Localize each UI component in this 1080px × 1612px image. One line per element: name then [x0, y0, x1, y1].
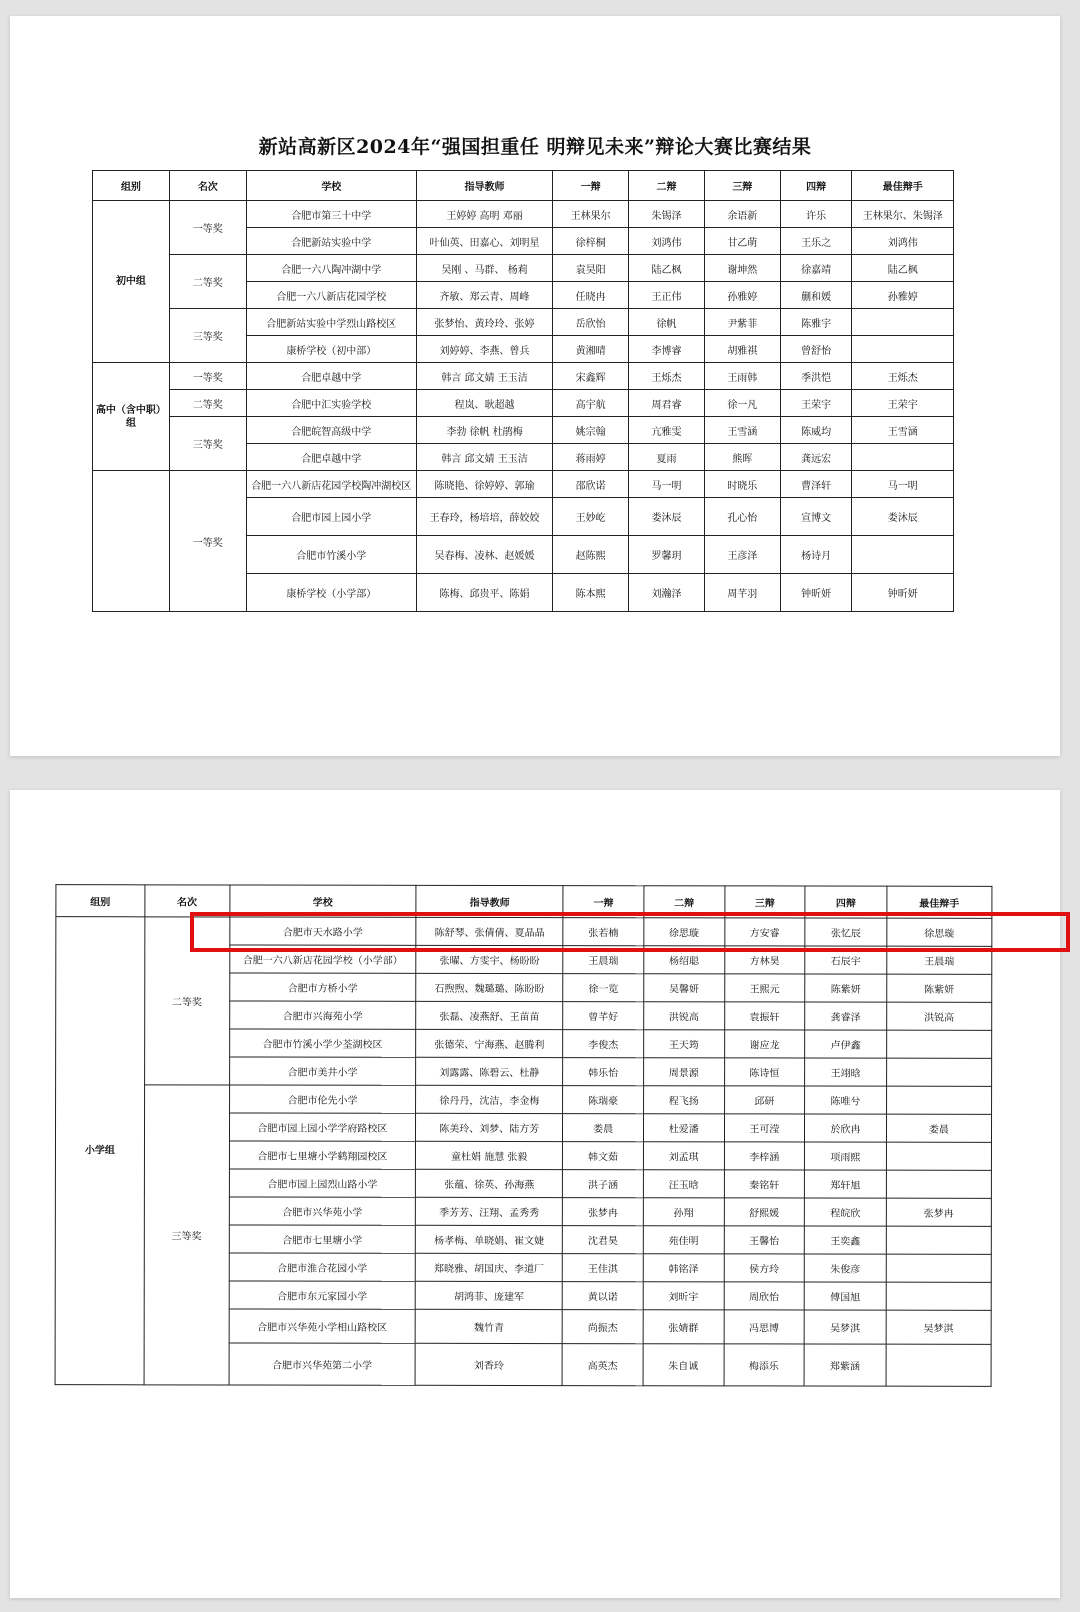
best-debater-cell	[852, 444, 954, 471]
best-debater-cell: 马一明	[852, 471, 954, 498]
rank-cell: 一等奖	[169, 471, 246, 612]
rank-cell: 二等奖	[144, 917, 229, 1085]
school-cell: 合肥市方桥小学	[229, 973, 416, 1001]
teacher-cell: 郑晓雅、胡国庆、李道厂	[416, 1253, 563, 1281]
best-debater-cell: 娄沐辰	[852, 498, 954, 536]
debater-2-cell: 朱自诚	[643, 1344, 724, 1386]
debater-3-cell: 谢应龙	[724, 1030, 805, 1058]
debater-4-cell: 陈紫妍	[805, 974, 887, 1002]
school-cell: 合肥市七里塘小学	[229, 1225, 416, 1253]
school-cell: 合肥市第三十中学	[246, 201, 416, 228]
debater-2-cell: 刘孟琪	[643, 1142, 724, 1170]
best-debater-cell	[886, 1344, 991, 1386]
best-debater-cell	[852, 536, 954, 574]
best-debater-cell	[886, 1058, 991, 1086]
debater-3-cell: 冯思博	[724, 1310, 805, 1344]
teacher-cell: 张德荣、宁海燕、赵腾利	[416, 1029, 563, 1057]
best-debater-cell: 张梦冉	[886, 1198, 991, 1226]
debater-3-cell: 邱研	[724, 1086, 805, 1114]
school-cell: 合肥一六八新店花园学校（小学部）	[229, 945, 416, 973]
debater-3-cell: 余语新	[704, 201, 780, 228]
debater-3-cell: 胡雅祺	[704, 336, 780, 363]
debater-4-cell: 王翊晗	[805, 1058, 887, 1086]
debater-1-cell: 张梦冉	[563, 1198, 644, 1226]
column-header: 三辩	[704, 171, 780, 201]
debater-1-cell: 王妙屹	[553, 498, 629, 536]
school-cell: 合肥皖智高级中学	[246, 417, 416, 444]
debater-4-cell: 宣博文	[780, 498, 852, 536]
teacher-cell: 刘婷婷、李燕、曾兵	[416, 336, 552, 363]
debater-3-cell: 王彦泽	[704, 536, 780, 574]
debater-1-cell: 王晨瑞	[563, 946, 644, 974]
debater-4-cell: 张忆辰	[805, 918, 887, 946]
teacher-cell: 李勃 徐帆 杜鹃梅	[416, 417, 552, 444]
debater-1-cell: 宋鑫辉	[553, 363, 629, 390]
table-row	[93, 417, 954, 444]
school-cell: 合肥卓越中学	[246, 444, 416, 471]
column-header: 二辩	[644, 886, 725, 918]
teacher-cell: 胡鸿菲、庞建军	[415, 1281, 562, 1309]
column-header: 二辩	[629, 171, 705, 201]
best-debater-cell	[852, 336, 954, 363]
teacher-cell: 齐敏、郑云青、周峰	[416, 282, 552, 309]
best-debater-cell	[886, 1142, 991, 1170]
debater-3-cell: 袁振轩	[724, 1002, 805, 1030]
teacher-cell: 季芳芳、汪翔、孟秀秀	[416, 1197, 563, 1225]
document-title: 新站高新区2024年“强国担重任 明辩见未来”辩论大赛比赛结果	[258, 136, 812, 158]
debater-2-cell: 苑佳明	[643, 1226, 724, 1254]
debater-4-cell: 曾舒怡	[780, 336, 852, 363]
teacher-cell: 张磊、凌燕舒、王苗苗	[416, 1001, 563, 1029]
group-cell: 高中（含中职）组	[93, 363, 170, 471]
debater-2-cell: 罗馨玥	[629, 536, 705, 574]
teacher-cell: 吴刚 、马群、 杨莉	[416, 255, 552, 282]
school-cell: 合肥市淮合花园小学	[229, 1253, 416, 1281]
table-row	[93, 363, 954, 390]
best-debater-cell: 王晨瑞	[887, 946, 992, 974]
best-debater-cell	[852, 309, 954, 336]
teacher-cell: 石煦煦、魏璐璐、陈盼盼	[416, 973, 563, 1001]
rank-cell: 二等奖	[169, 255, 246, 309]
debater-3-cell: 孔心怡	[704, 498, 780, 536]
debater-4-cell: 蒯和媛	[780, 282, 852, 309]
school-cell: 合肥市园上园烈山路小学	[229, 1169, 416, 1197]
teacher-cell: 刘香玲	[415, 1343, 562, 1385]
school-cell: 合肥市竹溪小学	[246, 536, 416, 574]
column-header: 指导教师	[416, 885, 563, 917]
debater-1-cell: 高英杰	[562, 1344, 643, 1386]
debater-2-cell: 杨绍聪	[644, 946, 725, 974]
debater-4-cell: 卢伊鑫	[805, 1030, 887, 1058]
debater-1-cell: 洪子涵	[563, 1170, 644, 1198]
debater-4-cell: 陈雅宇	[780, 309, 852, 336]
debater-4-cell: 季洪恺	[780, 363, 852, 390]
school-cell: 合肥市竹溪小学少荃湖校区	[229, 1029, 416, 1057]
column-header: 学校	[246, 171, 416, 201]
school-cell: 合肥市兴华苑第二小学	[229, 1343, 416, 1385]
debater-1-cell: 尚振杰	[562, 1310, 643, 1344]
column-header: 名次	[169, 171, 246, 201]
debater-4-cell: 龚远宏	[780, 444, 852, 471]
teacher-cell: 韩言 邱文婧 王玉洁	[416, 363, 552, 390]
debater-3-cell: 王熙元	[724, 974, 805, 1002]
debater-4-cell: 杨诗月	[780, 536, 852, 574]
best-debater-cell	[886, 1170, 991, 1198]
debater-4-cell: 朱俊彦	[804, 1254, 886, 1282]
school-cell: 合肥市东元家园小学	[229, 1281, 416, 1309]
debater-2-cell: 娄沐辰	[629, 498, 705, 536]
debater-2-cell: 朱锡泽	[629, 201, 705, 228]
column-header: 一辩	[553, 171, 629, 201]
debater-2-cell: 吴馨妍	[644, 974, 725, 1002]
best-debater-cell: 王林果尔、朱锡泽	[852, 201, 954, 228]
debater-3-cell: 时晓乐	[704, 471, 780, 498]
debater-3-cell: 周欣怡	[724, 1282, 805, 1310]
rank-cell: 三等奖	[169, 309, 246, 363]
best-debater-cell: 陆乙枫	[852, 255, 954, 282]
debater-4-cell: 龚睿泽	[805, 1002, 887, 1030]
column-header: 指导教师	[416, 171, 552, 201]
debater-2-cell: 刘鸿伟	[629, 228, 705, 255]
debater-1-cell: 韩乐怡	[563, 1058, 644, 1086]
teacher-cell: 童杜娟 施慧 张毅	[416, 1141, 563, 1169]
teacher-cell: 陈舒琴、张倩倩、夏晶晶	[416, 917, 563, 945]
debater-4-cell: 王乐之	[780, 228, 852, 255]
teacher-cell: 徐丹丹，沈洁，李金梅	[416, 1085, 563, 1113]
teacher-cell: 张蕴、徐英、孙海燕	[416, 1169, 563, 1197]
debater-2-cell: 王天筠	[644, 1030, 725, 1058]
results-table-1	[92, 170, 954, 612]
debater-3-cell: 孙雅婷	[704, 282, 780, 309]
debater-3-cell: 陈诗恒	[724, 1058, 805, 1086]
teacher-cell: 吴春梅、凌林、赵媛媛	[416, 536, 552, 574]
debater-1-cell: 曾芊好	[563, 1002, 644, 1030]
column-header: 组别	[56, 885, 145, 917]
debater-1-cell: 任晓冉	[553, 282, 629, 309]
debater-4-cell: 曹泽轩	[780, 471, 852, 498]
school-cell: 合肥一六八陶冲湖中学	[246, 255, 416, 282]
column-header: 四辩	[780, 171, 852, 201]
debater-1-cell: 陈本熙	[553, 574, 629, 612]
school-cell: 合肥市美井小学	[229, 1057, 416, 1085]
school-cell: 合肥市兴华苑小学	[229, 1197, 416, 1225]
debater-2-cell: 马一明	[629, 471, 705, 498]
document-page-1	[10, 16, 1060, 756]
teacher-cell: 杨孝梅、单晓娟、崔文婕	[416, 1225, 563, 1253]
school-cell: 合肥一六八新店花园学校陶冲湖校区	[246, 471, 416, 498]
debater-3-cell: 徐一凡	[704, 390, 780, 417]
table-row	[56, 1085, 992, 1115]
school-cell: 合肥新站实验中学烈山路校区	[246, 309, 416, 336]
table-row	[93, 390, 954, 417]
debater-1-cell: 赵陈熙	[553, 536, 629, 574]
table-row	[93, 255, 954, 282]
school-cell: 合肥市兴华苑小学相山路校区	[229, 1309, 416, 1343]
debater-2-cell: 汪玉晗	[643, 1170, 724, 1198]
debater-4-cell: 石辰宇	[805, 946, 887, 974]
school-cell: 合肥一六八新店花园学校	[246, 282, 416, 309]
best-debater-cell: 钟昕妍	[852, 574, 954, 612]
debater-3-cell: 方安睿	[724, 918, 805, 946]
debater-4-cell: 程皖欣	[804, 1198, 886, 1226]
best-debater-cell	[886, 1282, 991, 1310]
debater-1-cell: 岳欣怡	[553, 309, 629, 336]
school-cell: 合肥市七里塘小学鹤翔园校区	[229, 1141, 416, 1169]
debater-4-cell: 郑轩旭	[805, 1170, 887, 1198]
column-header: 最佳辩手	[852, 171, 954, 201]
debater-2-cell: 程飞扬	[643, 1086, 724, 1114]
best-debater-cell: 孙雅婷	[852, 282, 954, 309]
debater-2-cell: 刘昕宇	[643, 1282, 724, 1310]
rank-cell: 一等奖	[169, 363, 246, 390]
school-cell: 合肥市伦先小学	[229, 1085, 416, 1113]
debater-2-cell: 张婧群	[643, 1310, 724, 1344]
best-debater-cell	[886, 1254, 991, 1282]
best-debater-cell: 王荣宇	[852, 390, 954, 417]
debater-1-cell: 邵欣诺	[553, 471, 629, 498]
rank-cell: 一等奖	[169, 201, 246, 255]
debater-2-cell: 徐帆	[629, 309, 705, 336]
column-header: 一辩	[563, 886, 644, 918]
debater-3-cell: 甘乙萌	[704, 228, 780, 255]
best-debater-cell	[886, 1086, 991, 1114]
teacher-cell: 叶仙英、田嘉心、刘明星	[416, 228, 552, 255]
column-header: 学校	[229, 885, 416, 917]
debater-4-cell: 傅国旭	[804, 1282, 886, 1310]
debater-2-cell: 韩铭泽	[643, 1254, 724, 1282]
best-debater-cell: 洪锐高	[886, 1002, 991, 1030]
debater-2-cell: 周君睿	[629, 390, 705, 417]
debater-3-cell: 王馨怡	[724, 1226, 805, 1254]
debater-4-cell: 许乐	[780, 201, 852, 228]
debater-3-cell: 方林昊	[724, 946, 805, 974]
debater-4-cell: 王荣宇	[780, 390, 852, 417]
school-cell: 康桥学校（初中部）	[246, 336, 416, 363]
teacher-cell: 韩言 邱文婧 王玉洁	[416, 444, 552, 471]
debater-3-cell: 王雪涵	[704, 417, 780, 444]
debater-1-cell: 蒋雨婷	[553, 444, 629, 471]
school-cell: 合肥新站实验中学	[246, 228, 416, 255]
best-debater-cell: 陈紫妍	[887, 974, 992, 1002]
group-cell	[93, 471, 170, 612]
debater-1-cell: 韩文茹	[563, 1142, 644, 1170]
debater-4-cell: 钟昕妍	[780, 574, 852, 612]
school-cell: 康桥学校（小学部）	[246, 574, 416, 612]
debater-1-cell: 陈瑞豪	[563, 1086, 644, 1114]
debater-1-cell: 袁昊阳	[553, 255, 629, 282]
best-debater-cell: 刘鸿伟	[852, 228, 954, 255]
teacher-cell: 张曜、方雯宇、杨盼盼	[416, 945, 563, 973]
debater-2-cell: 王正伟	[629, 282, 705, 309]
best-debater-cell: 王雪涵	[852, 417, 954, 444]
debater-4-cell: 吴梦淇	[804, 1310, 886, 1344]
column-header: 名次	[145, 885, 230, 917]
table-header-row	[93, 171, 954, 201]
debater-1-cell: 王佳淇	[563, 1254, 644, 1282]
debater-2-cell: 徐思璇	[644, 918, 725, 946]
debater-1-cell: 李俊杰	[563, 1030, 644, 1058]
debater-3-cell: 秦铭轩	[724, 1170, 805, 1198]
rank-cell: 二等奖	[169, 390, 246, 417]
debater-2-cell: 杜爱潘	[643, 1114, 724, 1142]
table-row	[93, 471, 954, 498]
teacher-cell: 刘露露、陈碧云、杜静	[416, 1057, 563, 1085]
red-highlight-box	[190, 912, 1070, 952]
debater-2-cell: 刘瀚泽	[629, 574, 705, 612]
teacher-cell: 陈美玲、刘梦、陆方芳	[416, 1113, 563, 1141]
debater-3-cell: 王可滢	[724, 1114, 805, 1142]
teacher-cell: 张梦怡、黄玲玲、张婷	[416, 309, 552, 336]
debater-3-cell: 侯方玲	[724, 1254, 805, 1282]
debater-4-cell: 徐嘉靖	[780, 255, 852, 282]
debater-1-cell: 王林果尔	[553, 201, 629, 228]
debater-2-cell: 夏雨	[629, 444, 705, 471]
debater-2-cell: 周景源	[643, 1058, 724, 1086]
debater-3-cell: 周芊羽	[704, 574, 780, 612]
teacher-cell: 陈晓艳、徐婷婷、郭瑜	[416, 471, 552, 498]
school-cell: 合肥卓越中学	[246, 363, 416, 390]
debater-1-cell: 张若楠	[563, 918, 644, 946]
teacher-cell: 程岚、耿超越	[416, 390, 552, 417]
table-row	[93, 309, 954, 336]
column-header: 最佳辩手	[887, 886, 992, 918]
debater-1-cell: 黄以诺	[562, 1282, 643, 1310]
school-cell: 合肥市天水路小学	[229, 917, 416, 945]
debater-1-cell: 高宇航	[553, 390, 629, 417]
debater-2-cell: 王烁杰	[629, 363, 705, 390]
debater-2-cell: 陆乙枫	[629, 255, 705, 282]
results-table-2	[55, 884, 993, 1387]
debater-2-cell: 孙翔	[643, 1198, 724, 1226]
best-debater-cell: 娄晨	[886, 1114, 991, 1142]
debater-2-cell: 李博睿	[629, 336, 705, 363]
debater-3-cell: 王雨韩	[704, 363, 780, 390]
column-header: 四辩	[805, 886, 887, 918]
debater-4-cell: 陈唯兮	[805, 1086, 887, 1114]
rank-cell: 三等奖	[169, 417, 246, 471]
debater-3-cell: 梅添乐	[724, 1344, 805, 1386]
debater-3-cell: 熊晖	[704, 444, 780, 471]
debater-2-cell: 亢雅雯	[629, 417, 705, 444]
school-cell: 合肥市兴海苑小学	[229, 1001, 416, 1029]
debater-1-cell: 沈君昊	[563, 1226, 644, 1254]
debater-3-cell: 舒熙媛	[724, 1198, 805, 1226]
group-cell: 小学组	[55, 917, 145, 1385]
debater-3-cell: 李梓涵	[724, 1142, 805, 1170]
debater-3-cell: 尹紫菲	[704, 309, 780, 336]
school-cell: 合肥中汇实验学校	[246, 390, 416, 417]
debater-4-cell: 郑紫涵	[804, 1344, 886, 1386]
column-header: 组别	[93, 171, 170, 201]
debater-1-cell: 姚宗翰	[553, 417, 629, 444]
debater-3-cell: 谢坤然	[704, 255, 780, 282]
best-debater-cell	[886, 1226, 991, 1254]
debater-1-cell: 黄湘晴	[553, 336, 629, 363]
debater-1-cell: 徐梓桐	[553, 228, 629, 255]
teacher-cell: 王婷婷 高明 邓丽	[416, 201, 552, 228]
rank-cell: 三等奖	[144, 1085, 229, 1385]
best-debater-cell: 吴梦淇	[886, 1310, 991, 1344]
debater-4-cell: 王奕鑫	[804, 1226, 886, 1254]
debater-1-cell: 徐一览	[563, 974, 644, 1002]
debater-1-cell: 娄晨	[563, 1114, 644, 1142]
debater-2-cell: 洪锐高	[644, 1002, 725, 1030]
table-row	[93, 201, 954, 228]
column-header: 三辩	[724, 886, 805, 918]
teacher-cell: 魏竹青	[415, 1309, 562, 1343]
school-cell: 合肥市园上园小学学府路校区	[229, 1113, 416, 1141]
best-debater-cell: 王烁杰	[852, 363, 954, 390]
debater-4-cell: 陈威均	[780, 417, 852, 444]
debater-4-cell: 项雨熙	[805, 1142, 887, 1170]
teacher-cell: 王春玲，杨培培，薛姣姣	[416, 498, 552, 536]
teacher-cell: 陈梅、邱贵平、陈娟	[416, 574, 552, 612]
group-cell: 初中组	[93, 201, 170, 363]
best-debater-cell: 徐思璇	[887, 918, 992, 946]
best-debater-cell	[886, 1030, 991, 1058]
school-cell: 合肥市园上园小学	[246, 498, 416, 536]
debater-4-cell: 於欣冉	[805, 1114, 887, 1142]
